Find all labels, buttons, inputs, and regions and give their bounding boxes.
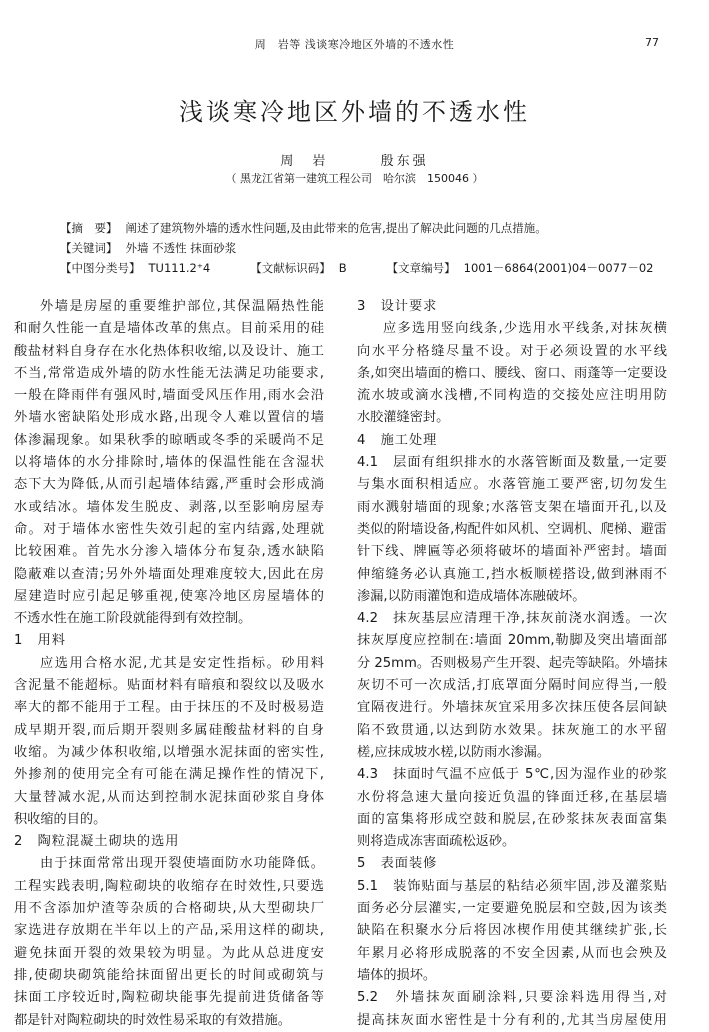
keywords-label: 【关键词】 bbox=[60, 241, 118, 255]
affiliation: （ 黑龙江省第一建筑工程公司 哈尔滨 150046 ） bbox=[225, 172, 484, 185]
body-text-line: 5.1 装饰贴面与基层的粘结必须牢固,涉及灌浆贴 bbox=[357, 878, 667, 894]
section-heading: 2 陶粒混凝土砌块的选用 bbox=[14, 834, 180, 850]
body-text-line: 屋建造时应引起足够重视,使寒冷地区房屋墙体的 bbox=[14, 588, 324, 604]
body-text-line: 雨水溅射墙面的现象;水落管支架在墙面开孔,以及 bbox=[357, 499, 667, 515]
body-text-line: 分 25mm。否则极易产生开裂、起壳等缺陷。外墙抹 bbox=[357, 655, 667, 671]
abstract-line bbox=[60, 220, 680, 236]
body-text-line: 态下大为降低,从而引起墙体结露,严重时会形成淌 bbox=[14, 477, 324, 493]
author-2: 殷东强 bbox=[380, 154, 429, 169]
article-no-value: 1001－6864(2001)04－0077－02 bbox=[463, 261, 654, 275]
body-text-line: 家选进存放期在半年以上的产品,采用这样的砌块, bbox=[14, 923, 324, 939]
body-text-line: 比较困难。首先水分渗入墙体分布复杂,透水缺陷 bbox=[14, 544, 324, 560]
body-text-line: 年累月必将形成脱落的不安全因素,从而也会殃及 bbox=[357, 945, 667, 961]
body-text-line: 工程实践表明,陶粒砌块的收缩存在时效性,只要选 bbox=[14, 878, 324, 894]
body-text-line: 向水平分格缝尽量不设。对于必须设置的水平线 bbox=[357, 343, 667, 359]
body-text-line: 隐蔽难以查清;另外外墙面处理难度较大,因此在房 bbox=[14, 566, 324, 582]
article-title: 浅谈寒冷地区外墙的不透水性 bbox=[179, 98, 530, 126]
body-text-line: 都是针对陶粒砌块的时效性易采取的有效措施。 bbox=[14, 1012, 291, 1028]
body-text-line: 成早期开裂,而后期开裂则多属硅酸盐材料的自身 bbox=[14, 722, 324, 738]
section-heading: 5 表面装修 bbox=[357, 856, 438, 872]
body-text-line: 与集水面积相适应。水落管施工要严密,切勿发生 bbox=[357, 477, 667, 493]
body-column-left bbox=[14, 296, 324, 1032]
abstract-text: 阐述了建筑物外墙的透水性问题,及由此带来的危害,提出了解决此问题的几点措施。 bbox=[125, 221, 547, 235]
body-text-line: 水胶灌缝密封。 bbox=[357, 410, 450, 426]
body-text-line: 用不含添加炉渣等杂质的合格砌块,从大型砌块厂 bbox=[14, 901, 324, 917]
keywords-text: 外墙 不透性 抹面砂浆 bbox=[125, 241, 237, 255]
body-text-line: 积收缩的目的。 bbox=[14, 811, 107, 827]
classification-line bbox=[60, 260, 680, 276]
body-text-line: 4.2 抹灰基层应清理干净,抹灰前浇水润透。一次 bbox=[357, 611, 667, 627]
body-text-line: 应多选用竖向线条,少选用水平线条,对抹灰横 bbox=[383, 321, 667, 337]
body-text-line: 抹面工序较近时,陶粒砌块能事先提前进货储备等 bbox=[14, 990, 324, 1006]
body-text-line: 针下线、牌匾等必须将破坏的墙面补严密封。墙面 bbox=[357, 544, 667, 560]
body-text-line: 水份将急速大量向接近负温的锋面迁移,在基层墙 bbox=[357, 789, 667, 805]
body-text-line: 槎,应抹成坡水槎,以防雨水渗漏。 bbox=[357, 744, 551, 760]
body-text-line: 伸缩缝务必认真施工,挡水板顺槎搭设,做到淋雨不 bbox=[357, 566, 667, 582]
doc-code-label: 【文献标识码】 bbox=[250, 261, 331, 275]
body-text-line: 墙体的损坏。 bbox=[357, 967, 437, 983]
body-text-line: 由于抹面常常出现开裂使墙面防水功能降低。 bbox=[40, 856, 324, 872]
body-column-right bbox=[357, 296, 667, 1032]
body-text-line: 条,如突出墙面的檐口、腰线、窗口、雨蓬等一定要设 bbox=[357, 365, 667, 381]
clc-label: 【中图分类号】 bbox=[60, 261, 141, 275]
running-header bbox=[0, 36, 709, 52]
running-title: 周 岩等 浅谈寒冷地区外墙的不透水性 bbox=[254, 38, 455, 51]
body-text-line: 4.3 抹面时气温不应低于 5℃,因为湿作业的砂浆 bbox=[357, 767, 667, 783]
body-text-line: 收缩。为减少体积收缩,以增强水泥抹面的密实性, bbox=[14, 744, 324, 760]
body-text-line: 提高抹灰面水密性是十分有利的,尤其当房屋使用 bbox=[357, 1012, 667, 1028]
body-text-line: 避免抹面开裂的效果较为明显。为此从总进度安 bbox=[14, 945, 324, 961]
body-text-line: 不当,常常造成外墙的防水性能无法满足功能要求, bbox=[14, 365, 324, 381]
keywords-line bbox=[60, 240, 680, 256]
body-text-line: 面的富集将形成空鼓和脱层,在砂浆抹灰表面富集 bbox=[357, 811, 667, 827]
body-text-line: 缺陷在积聚水分后将因冰楔作用使其继续扩张,长 bbox=[357, 923, 667, 939]
body-text-line: 灰切不可一次成活,打底罩面分隔时间应得当,一般 bbox=[357, 678, 667, 694]
body-text-line: 外墙水密缺陷处形成水路,出现令人难以置信的墙 bbox=[14, 410, 324, 426]
body-text-line: 抹灰厚度应控制在:墙面 20mm,勒脚及突出墙面部 bbox=[357, 633, 667, 649]
body-text-line: 含泥量不能超标。贴面材料有暗痕和裂纹以及吸水 bbox=[14, 678, 324, 694]
body-text-line: 不透水性在施工阶段就能得到有效控制。 bbox=[14, 611, 252, 627]
body-text-line: 4.1 层面有组织排水的水落管断面及数量,一定要 bbox=[357, 455, 667, 471]
body-text-line: 流水坡或滴水浅槽,不同构造的交接处应注明用防 bbox=[357, 388, 667, 404]
body-text-line: 外掺剂的使用完全有可能在满足操作性的情况下, bbox=[14, 767, 324, 783]
body-text-line: 应选用合格水泥,尤其是安定性指标。砂用料 bbox=[40, 655, 324, 671]
body-text-line: 命。对于墙体水密性失效引起的室内结露,处理就 bbox=[14, 521, 324, 537]
body-text-line: 渗漏,以防雨灌饱和造成墙体冻融破坏。 bbox=[357, 588, 586, 604]
body-text-line: 排,使砌块砌筑能给抹面留出更长的时间或砌筑与 bbox=[14, 967, 324, 983]
section-heading: 1 用料 bbox=[14, 633, 66, 649]
body-text-line: 外墙是房屋的重要维护部位,其保温隔热性能 bbox=[40, 299, 324, 314]
body-text-line: 5.2 外墙抹灰面刷涂料,只要涂料选用得当,对 bbox=[357, 990, 667, 1006]
body-text-line: 以将墙体的水分排除时,墙体的保温性能在含湿状 bbox=[14, 455, 324, 471]
body-text-line: 陷不致贯通,以达到防水效果。抹灰施工的水平留 bbox=[357, 722, 667, 738]
body-text-line: 则将造成冻害面疏松返砂。 bbox=[357, 834, 516, 850]
body-text-line: 一般在降雨伴有强风时,墙面受风压作用,雨水会沿 bbox=[14, 388, 324, 404]
section-heading: 4 施工处理 bbox=[357, 432, 438, 448]
body-text-line: 体渗漏现象。如果秋季的晾晒或冬季的采暖尚不足 bbox=[14, 432, 324, 448]
body-text-line: 率大的都不能用于工程。由于抹压的不及时极易造 bbox=[14, 700, 324, 716]
body-text-line: 水或结冰。墙体发生脱皮、剥落,以至影响房屋寿 bbox=[14, 499, 324, 515]
doc-code-value: B bbox=[338, 261, 347, 275]
page-number: 77 bbox=[645, 36, 659, 49]
body-text-line: 和耐久性能一直是墙体改革的焦点。目前采用的硅 bbox=[14, 321, 324, 337]
author-1: 周 岩 bbox=[280, 154, 329, 169]
body-text-line: 类似的附墙设备,构配件如风机、空调机、爬梯、避雷 bbox=[357, 521, 667, 537]
body-text-line: 面务必分层灌实,一定要避免脱层和空鼓,因为该类 bbox=[357, 901, 667, 917]
body-text-line: 酸盐材料自身存在水化热体积收缩,以及设计、施工 bbox=[14, 343, 324, 359]
abstract-label: 【摘 要】 bbox=[60, 221, 118, 235]
authors bbox=[0, 150, 709, 169]
body-text-line: 宜隔夜进行。外墙抹灰宜采用多次抹压使各层间缺 bbox=[357, 700, 667, 716]
body-text-line: 大量替减水泥,从而达到控制水泥抹面砂浆自身体 bbox=[14, 789, 324, 805]
article-no-label: 【文章编号】 bbox=[386, 261, 456, 275]
section-heading: 3 设计要求 bbox=[357, 299, 438, 314]
clc-value: TU111.2⁺4 bbox=[148, 261, 211, 275]
